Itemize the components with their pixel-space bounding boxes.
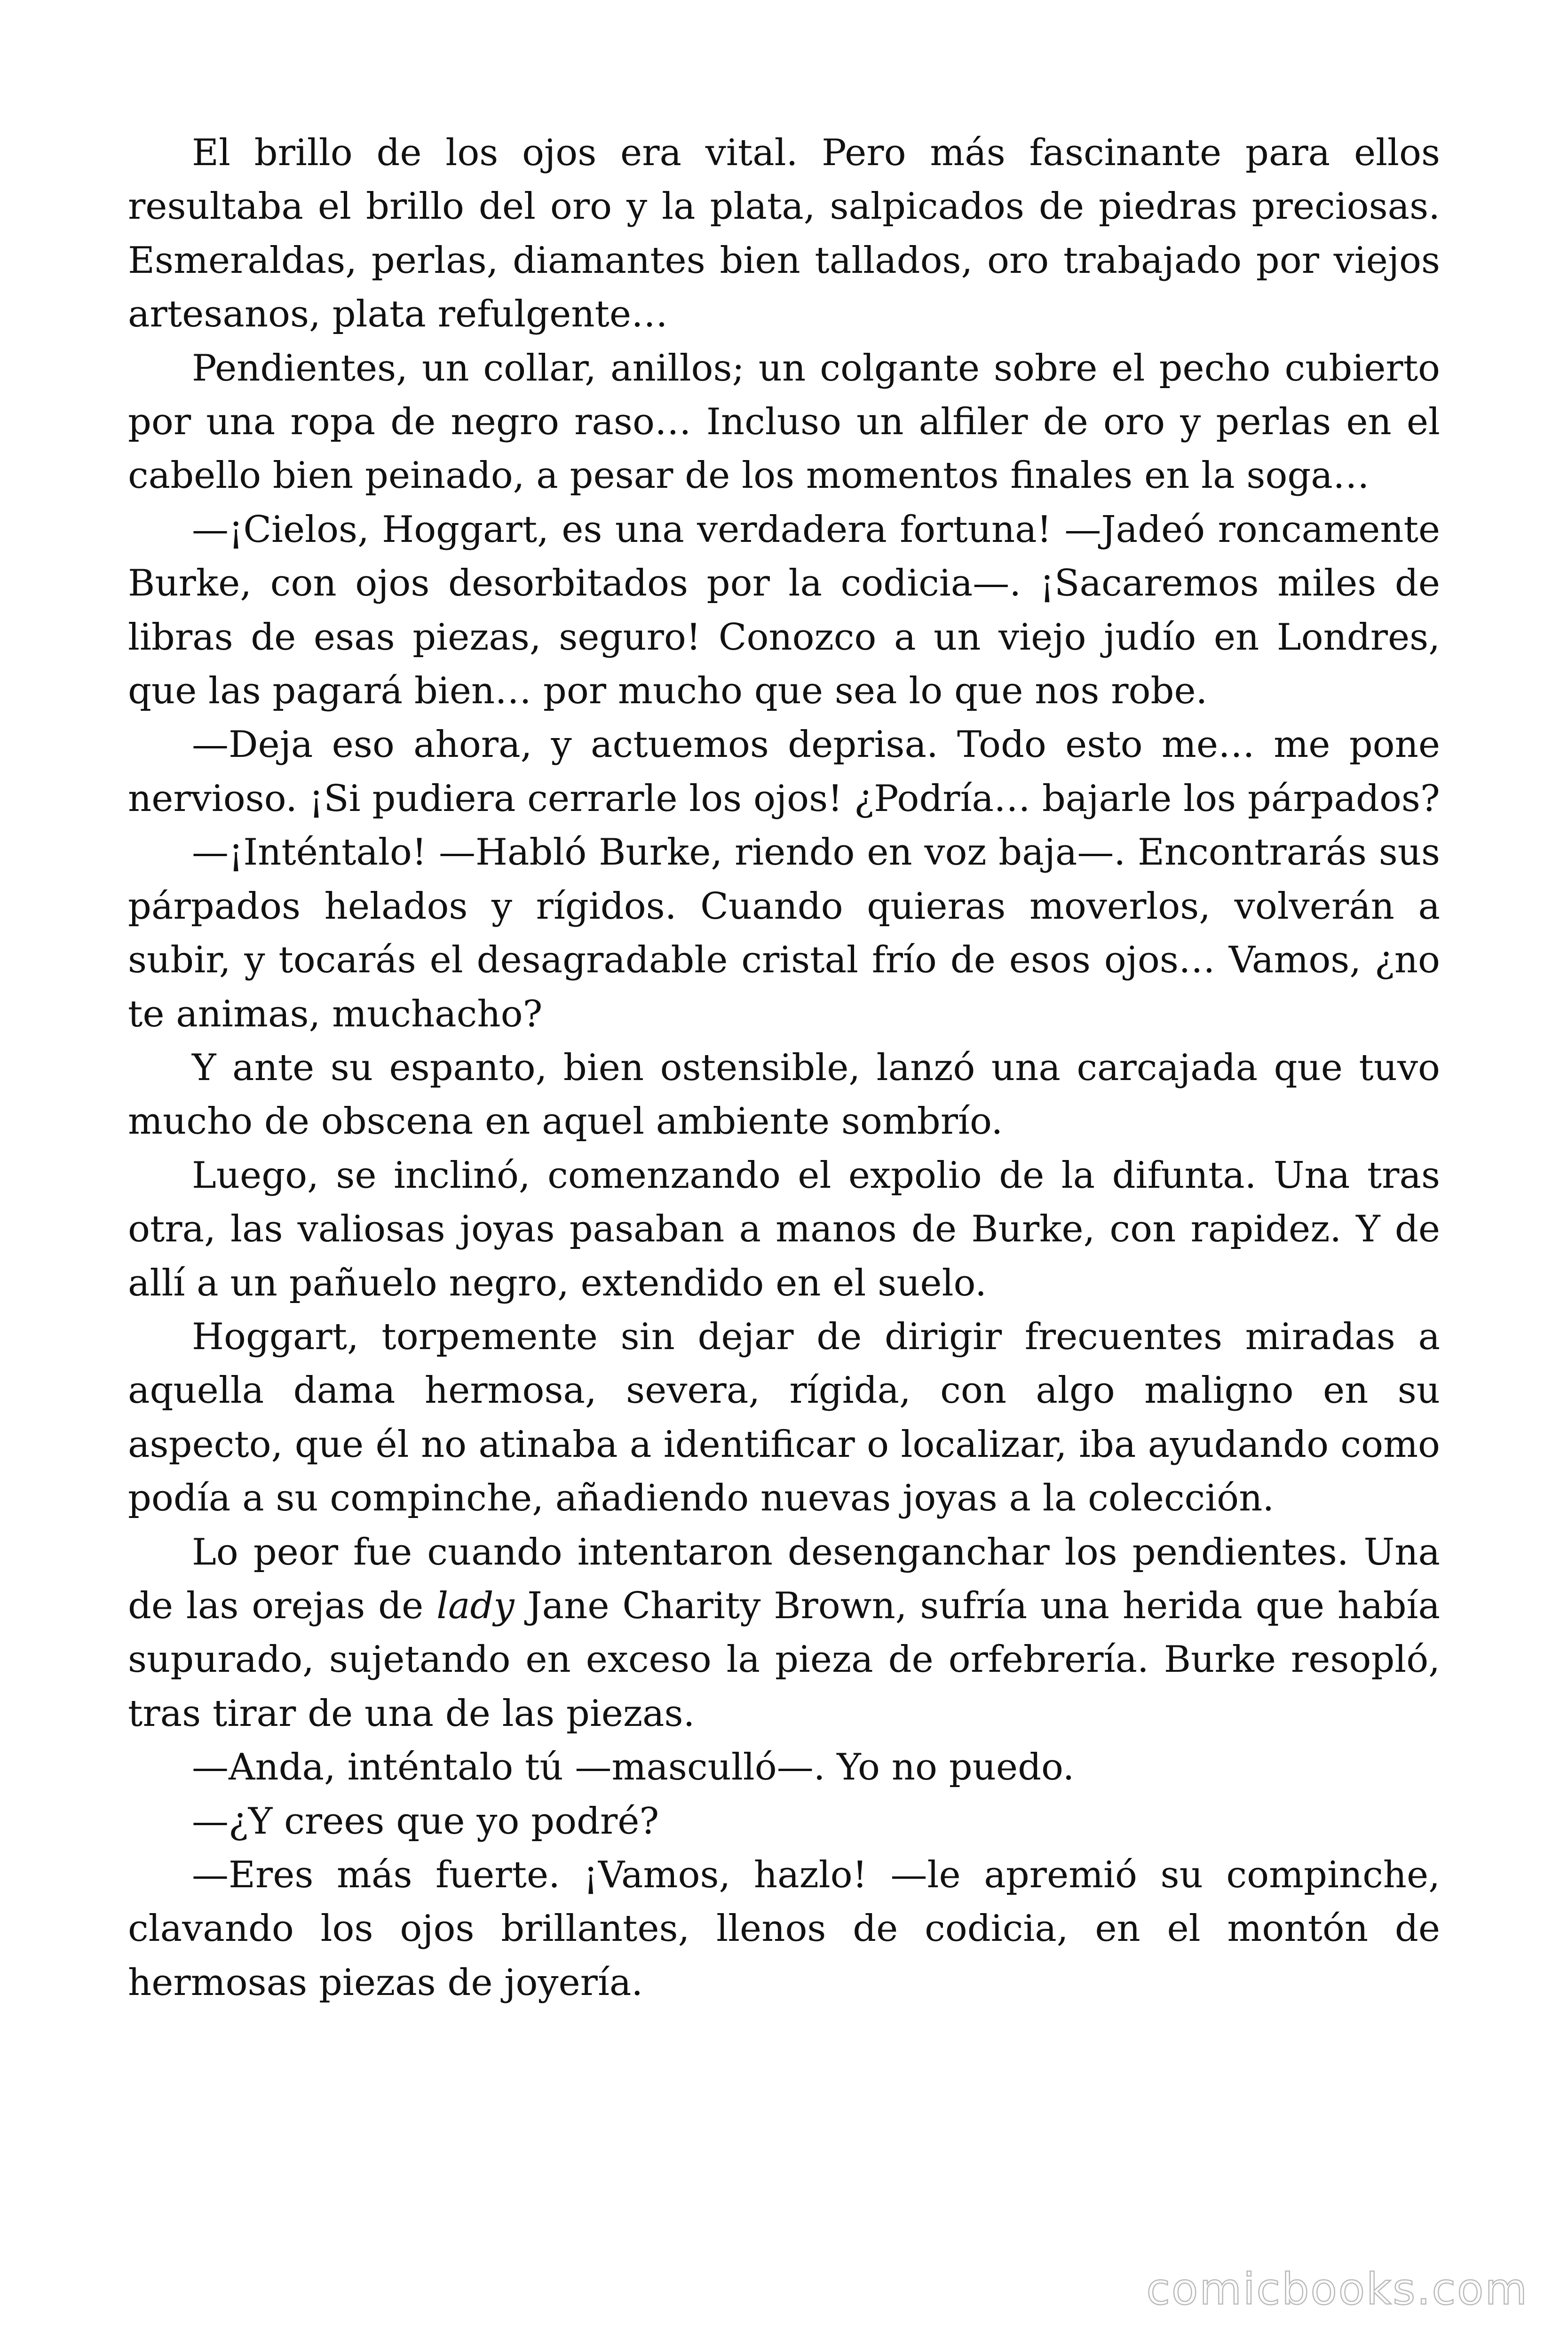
watermark: comicbooks.com: [1146, 2264, 1528, 2314]
paragraph: Y ante su espanto, bien ostensible, lanzó una carcajada que tuvo mucho de obscena en aquel ambiente sombrío.: [128, 1046, 1440, 1143]
paragraph: —Anda, inténtalo tú —masculló—. Yo no puedo.: [192, 1746, 1075, 1789]
body-text: [128, 126, 1440, 2010]
paragraph: —¿Y crees que yo podré?: [192, 1800, 659, 1843]
paragraph-text: Jane Charity Brown, sufría una herida que había supurado, sujetando en exceso la pieza de orfebrería. Burke resopló, tras tirar de una de las piezas.: [128, 1584, 1440, 1735]
paragraph: Hoggart, torpemente sin dejar de dirigir frecuentes miradas a aquella dama hermosa, severa, rígida, con algo maligno en su aspecto, que él no atinaba a identificar o localizar, iba ayudando como podía a su compinche, añadiendo nuevas joyas a la colección.: [128, 1315, 1440, 1520]
paragraph: —Deja eso ahora, y actuemos deprisa. Todo esto me… me pone nervioso. ¡Si pudiera cerrarle los ojos! ¿Podría… bajarle los párpados?: [128, 723, 1440, 820]
paragraph-text: Lo peor fue cuando intentaron desenganchar los pendientes. Una de las orejas de: [128, 1531, 1440, 1627]
paragraph: El brillo de los ojos era vital. Pero más fascinante para ellos resultaba el brillo del oro y la plata, salpicados de piedras preciosas. Esmeraldas, perlas, diamantes bien tallados, oro trabajado por viejos artesanos, plata refulgente…: [128, 132, 1440, 336]
paragraph: Pendientes, un collar, anillos; un colgante sobre el pecho cubierto por una ropa de negro raso… Incluso un alfiler de oro y perlas en el cabello bien peinado, a pesar de los momentos finales en la soga…: [128, 347, 1440, 497]
italic-word: lady: [436, 1584, 515, 1627]
paragraph: —Eres más fuerte. ¡Vamos, hazlo! —le apremió su compinche, clavando los ojos brillantes, llenos de codicia, en el montón de hermosas piezas de joyería.: [128, 1854, 1440, 2004]
paragraph: [128, 1526, 1440, 1741]
paragraph: —¡Inténtalo! —Habló Burke, riendo en voz baja—. Encontrarás sus párpados helados y rígidos. Cuando quieras moverlos, volverán a subir, y tocarás el desagradable cristal frío de esos ojos… Vamos, ¿no te animas, muchacho?: [128, 831, 1440, 1035]
paragraph: —¡Cielos, Hoggart, es una verdadera fortuna! —Jadeó roncamente Burke, con ojos desorbitados por la codicia—. ¡Sacaremos miles de libras de esas piezas, seguro! Conozco a un viejo judío en Londres, que las pagará bien… por mucho que sea lo que nos robe.: [128, 508, 1440, 713]
paragraph: Luego, se inclinó, comenzando el expolio de la difunta. Una tras otra, las valiosas joyas pasaban a manos de Burke, con rapidez. Y de allí a un pañuelo negro, extendido en el suelo.: [128, 1154, 1440, 1304]
